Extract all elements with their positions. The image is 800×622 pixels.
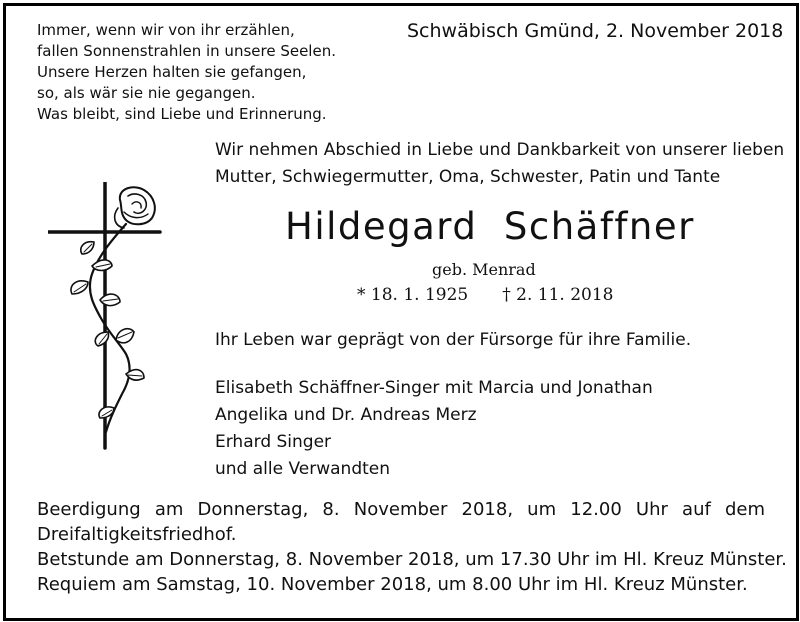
birth-date: * 18. 1. 1925: [357, 285, 469, 305]
poem-line: Immer, wenn wir von ihr erzählen,: [37, 21, 295, 39]
mourner-line: und alle Verwandten: [215, 459, 391, 479]
poem-line: so, als wär sie nie gegangen.: [37, 84, 256, 102]
poem: [37, 20, 336, 125]
cross-with-rose-icon: [48, 182, 178, 452]
place-date: Schwäbisch Gmünd, 2. November 2018: [407, 20, 784, 42]
mourner-line: Angelika und Dr. Andreas Merz: [215, 405, 477, 425]
poem-line: fallen Sonnenstrahlen in unsere Seelen.: [37, 42, 336, 60]
funeral-line: Beerdigung am Donnerstag, 8. November 2018, um 12.00 Uhr auf dem: [37, 499, 765, 520]
poem-line: Unsere Herzen halten sie gefangen,: [37, 63, 307, 81]
farewell-intro: [215, 137, 784, 191]
life-statement: Ihr Leben war geprägt von der Fürsorge für ihre Familie.: [215, 330, 692, 350]
service-details: [37, 497, 787, 597]
poem-line: Was bleibt, sind Liebe und Erinnerung.: [37, 105, 327, 123]
deceased-name: Hildegard Schäffner: [285, 205, 695, 248]
mourners-list: [215, 375, 653, 483]
funeral-line: Dreifaltigkeitsfriedhof.: [37, 524, 237, 545]
death-date: † 2. 11. 2018: [502, 285, 614, 305]
birth-name: geb. Menrad: [432, 260, 536, 279]
intro-line: Mutter, Schwiegermutter, Oma, Schwester, Patin und Tante: [215, 167, 721, 187]
life-dates: [357, 285, 613, 305]
prayer-line: Betstunde am Donnerstag, 8. November 2018, um 17.30 Uhr im Hl. Kreuz Münster.: [37, 549, 787, 570]
mourner-line: Elisabeth Schäffner-Singer mit Marcia und Jonathan: [215, 378, 653, 398]
mourner-line: Erhard Singer: [215, 432, 332, 452]
requiem-line: Requiem am Samstag, 10. November 2018, um 8.00 Uhr im Hl. Kreuz Münster.: [37, 574, 748, 595]
intro-line: Wir nehmen Abschied in Liebe und Dankbarkeit von unserer lieben: [215, 140, 785, 160]
